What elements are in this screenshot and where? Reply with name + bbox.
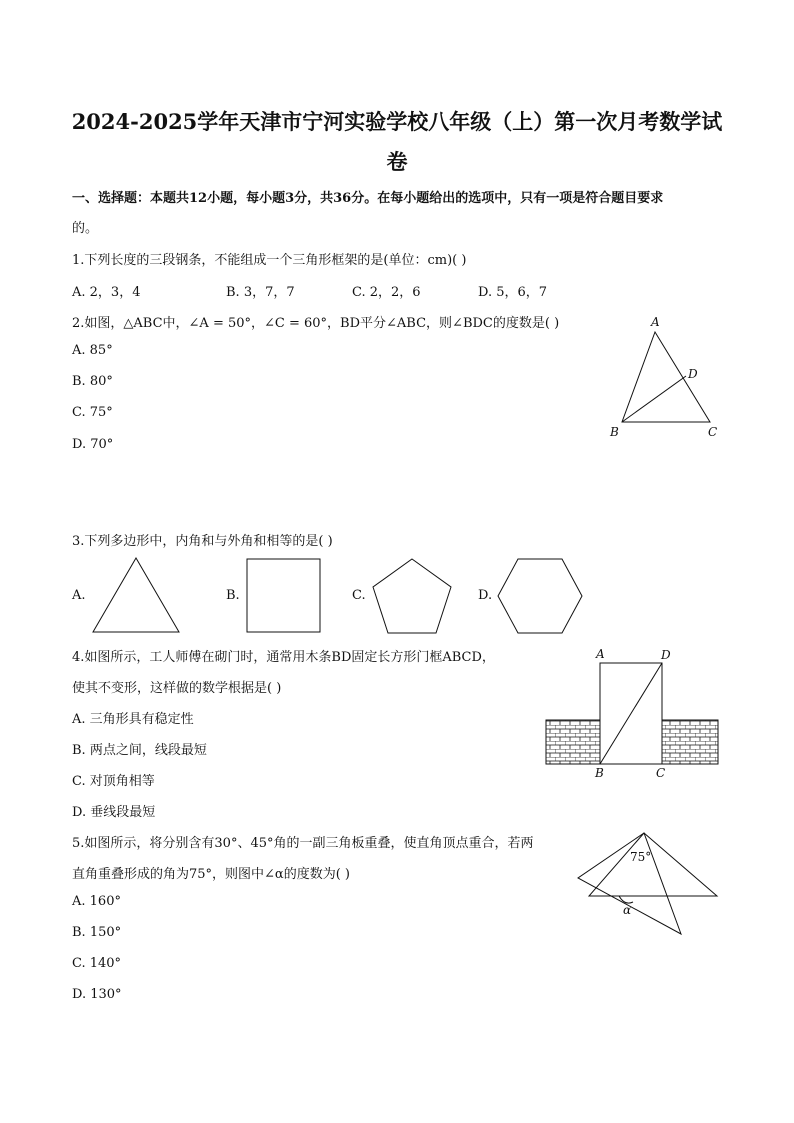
question-4-option-c[interactable]: C. 对顶角相等 <box>72 774 155 789</box>
vertex-label-a: A <box>651 315 660 329</box>
triangle-abc-figure <box>600 310 730 445</box>
square-shape <box>246 558 322 634</box>
question-5-stem-continued: 直角重叠形成的角为75°，则图中∠α的度数为( ) <box>72 867 350 882</box>
question-4-option-b[interactable]: B. 两点之间，线段最短 <box>72 743 207 758</box>
question-1-option-c[interactable]: C. 2，2，6 <box>352 285 421 300</box>
question-4-stem-continued: 使其不变形，这样做的数学根据是( ) <box>72 681 282 696</box>
question-5-stem: 5.如图所示，将分别含有30°、45°角的一副三角板重叠，使直角顶点重合，若两 <box>72 836 534 851</box>
pentagon-shape <box>370 557 454 635</box>
vertex-label-d: D <box>688 367 698 381</box>
question-3-stem: 3.下列多边形中，内角和与外角和相等的是( ) <box>72 534 333 549</box>
question-2-stem: 2.如图，△ABC中，∠A = 50°，∠C = 60°，BD平分∠ABC，则∠BDC的度数是( ) <box>72 316 560 331</box>
vertex-label-b: B <box>610 425 619 439</box>
door-frame-figure <box>545 645 720 780</box>
door-label-c: C <box>656 766 666 780</box>
brick-wall-left <box>546 720 600 764</box>
question-2-option-b[interactable]: B. 80° <box>72 374 113 389</box>
question-3-option-b[interactable]: B. <box>226 588 240 603</box>
question-5-option-d[interactable]: D. 130° <box>72 987 122 1002</box>
question-1-option-a[interactable]: A. 2，3，4 <box>72 285 141 300</box>
triangle-shape <box>90 555 182 635</box>
page-title: 2024-2025学年天津市宁河实验学校八年级（上）第一次月考数学试 <box>71 109 723 134</box>
angle-75-label: 75° <box>630 850 652 864</box>
question-1-option-d[interactable]: D. 5，6，7 <box>478 285 548 300</box>
vertex-label-c: C <box>708 425 718 439</box>
page-title-continued: 卷 <box>386 149 408 174</box>
question-4-option-d[interactable]: D. 垂线段最短 <box>72 805 156 820</box>
question-5-option-c[interactable]: C. 140° <box>72 956 122 971</box>
door-label-b: B <box>595 766 604 780</box>
question-3-option-d[interactable]: D. <box>478 588 493 603</box>
question-5-option-b[interactable]: B. 150° <box>72 925 122 940</box>
brick-wall-right <box>662 720 718 764</box>
question-3-option-c[interactable]: C. <box>352 588 366 603</box>
hexagon-shape <box>496 557 584 635</box>
question-1-stem: 1.下列长度的三段钢条，不能组成一个三角形框架的是(单位：cm)( ) <box>72 253 467 268</box>
door-label-d: D <box>661 648 671 662</box>
set-squares-figure <box>575 828 725 943</box>
question-5-option-a[interactable]: A. 160° <box>72 894 121 909</box>
section-header-continued: 的。 <box>72 221 99 236</box>
question-2-option-c[interactable]: C. 75° <box>72 405 113 420</box>
question-2-option-a[interactable]: A. 85° <box>72 343 113 358</box>
angle-alpha-label: α <box>623 903 632 917</box>
section-header: 一、选择题：本题共12小题，每小题3分，共36分。在每小题给出的选项中，只有一项是符合题目要求 <box>72 191 664 206</box>
question-4-stem: 4.如图所示，工人师傅在砌门时，通常用木条BD固定长方形门框ABCD， <box>72 650 495 665</box>
question-1-option-b[interactable]: B. 3，7，7 <box>226 285 295 300</box>
question-3-option-a[interactable]: A. <box>72 588 86 603</box>
question-4-option-a[interactable]: A. 三角形具有稳定性 <box>72 712 194 727</box>
question-2-option-d[interactable]: D. 70° <box>72 437 114 452</box>
door-label-a: A <box>596 647 605 661</box>
